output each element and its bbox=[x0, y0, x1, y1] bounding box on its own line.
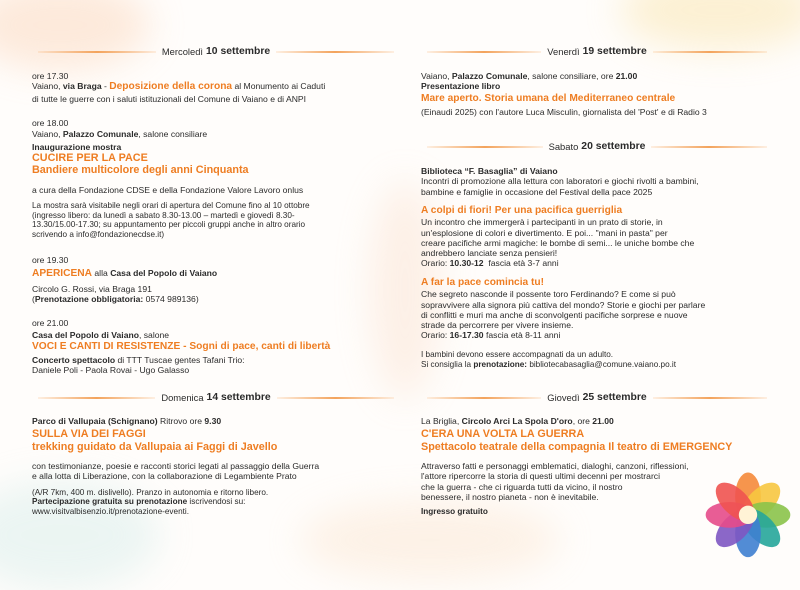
date-heading-19-settembre: Venerdì 19 settembre bbox=[421, 46, 773, 58]
children-note: I bambini devono essere accompagnati da un adulto. Si consiglia la prenotazione: bibliotecabasaglia@comune.vaiano.po.it bbox=[421, 350, 676, 369]
event-via-dei-faggi: Parco di Vallupaia (Schignano) Ritrovo ore 9.30 SULLA VIA DEI FAGGI trekking guidato da Vallupaia ai Faggi di Javello con testimonianze, poesie e racconti storici legati al passaggio della Guerra e alla lotta di Liberazione, con la collaborazione di Legambiente Prato (A/R 7km, 400 m. dislivello). Pranzo in autonomia e ritorno libero. Partecipazione gratuita su prenotazione iscrivendosi su: www.visitvalbisenzio.it/prenotazione-eventi. bbox=[32, 416, 400, 517]
watercolor-top-left bbox=[0, 0, 150, 70]
event-apericena: ore 19.30 APERICENA alla Casa del Popolo di Vaiano Circolo G. Rossi, via Braga 191 (Prenotazione obbligatoria: 0574 989136) bbox=[32, 255, 218, 304]
event-voci-e-canti: ore 21.00 Casa del Popolo di Vaiano, salone VOCI E CANTI DI RESISTENZE - Sogni di pace, canti di libertà Concerto spettacolo di TTT Tuscae gentes Tafani Trio: Daniele Poli - Paola Rovai - Ugo Galasso bbox=[32, 318, 400, 375]
event-cera-una-volta: La Briglia, Circolo Arci La Spola D'oro, ore 21.00 C'ERA UNA VOLTA LA GUERRA Spettacolo teatrale della compagnia Il teatro di EMERGENCY Attraverso fatti e personaggi emblematici, dialoghi, canzoni, riflessioni, l'attore ripercorre la storia di questi ultimi decenni per mostrarci che la guerra - che ci riguarda tutti da vicino, il nostro benessere, il nostro pianeta - non è inevitabile. Ingresso gratuito bbox=[421, 416, 733, 517]
event-title: CUCIRE PER LA PACE bbox=[32, 151, 148, 164]
biblioteca-intro: Biblioteca “F. Basaglia” di Vaiano Incontri di promozione alla lettura con laboratori e giochi rivolti a bambini, bambine e famiglie in occasione del Festival della pace 2025 bbox=[421, 166, 699, 197]
event-title: A far la pace comincia tu! bbox=[421, 277, 545, 288]
date-heading-14-settembre: Domenica 14 settembre bbox=[32, 392, 400, 404]
event-time: ore 17.30 bbox=[32, 71, 69, 81]
library-email[interactable]: bibliotecabasaglia@comune.vaiano.po.it bbox=[529, 359, 676, 369]
event-mostra: ore 18.00 Vaiano, Palazzo Comunale, salone consiliare Inaugurazione mostra CUCIRE PER LA PACE Bandiere multicolore degli anni Cinquanta a cura della Fondazione CDSE e della Fondazione Valore Lavoro onlus La mostra sarà visitabile negli orari di apertura del Comune fino al 10 ottobre (ingresso libero: da lunedì a sabato 8.30-13.00 – martedì e giovedì 8.30- 13.30/15.00-17.30; su appuntamento per piccoli gruppi anche in altro orario scrivendo a info@fondazionecdse.it) bbox=[32, 118, 400, 239]
event-title: Deposizione della corona bbox=[109, 81, 233, 93]
event-title: Mare aperto. Storia umana del Mediterraneo centrale bbox=[421, 92, 676, 104]
exhibition-note: La mostra sarà visitabile negli orari di apertura del Comune fino al 10 ottobre (ingresso libero: da lunedì a sabato 8.30-13.00 – martedì e giovedì 8.30- 13.30/15.00-17.30; su appuntamento per piccoli gruppi anche in altro orario scrivendo a info@fondazionecdse.it) bbox=[32, 201, 310, 239]
event-colpi-di-fiori: A colpi di fiori! Per una pacifica guerriglia Un incontro che immergerà i partecipanti in un prato di storie, in un'esplosione di colori e divertimento. E poi... "mani in pasta" per creare pacifiche armi magiche: le bombe di semi... le uniche bombe che andrebbero lanciate senza pensieri! Orario: 10.30-12 fascia età 3-7 anni bbox=[421, 205, 773, 269]
event-title: C'ERA UNA VOLTA LA GUERRA bbox=[421, 428, 585, 441]
event-far-la-pace: A far la pace comincia tu! Che segreto nasconde il possente toro Ferdinando? E come si può sopravvivere alla signora più cattiva del mondo? Storie e giochi per parlare di conflitti e muri ma anche di sconvolgenti pacifiche sorprese e nuove strade da percorrere per vivere insieme. Orario: 16-17.30 fascia età 8-11 anni bbox=[421, 277, 773, 341]
event-title: VOCI E CANTI DI RESISTENZE - Sogni di pace, canti di libertà bbox=[32, 340, 331, 352]
date-heading-25-settembre: Giovedì 25 settembre bbox=[421, 392, 773, 404]
event-title: SULLA VIA DEI FAGGI bbox=[32, 428, 146, 441]
date-heading-20-settembre: Sabato 20 settembre bbox=[421, 141, 773, 153]
event-mare-aperto: Vaiano, Palazzo Comunale, salone consiliare, ore 21.00 Presentazione libro Mare aperto. Storia umana del Mediterraneo centrale (Einaudi 2025) con l'autore Luca Misculin, giornalista del 'Post' e di Radio 3 bbox=[421, 71, 773, 117]
flower-icon bbox=[702, 467, 794, 559]
booking-link[interactable]: www.visitvalbisenzio.it/prenotazione-eventi. bbox=[32, 506, 190, 516]
event-deposizione: ore 17.30 Vaiano, via Braga - Deposizione della corona al Monumento ai Caduti di tutte le guerre con i saluti istituzionali del Comune di Vaiano e di ANPI bbox=[32, 71, 400, 104]
event-title: A colpi di fiori! Per una pacifica guerriglia bbox=[421, 205, 623, 216]
event-title: APERICENA bbox=[32, 268, 93, 280]
date-heading-10-settembre: Mercoledì 10 settembre bbox=[32, 46, 400, 58]
watercolor-top-right bbox=[620, 0, 800, 50]
